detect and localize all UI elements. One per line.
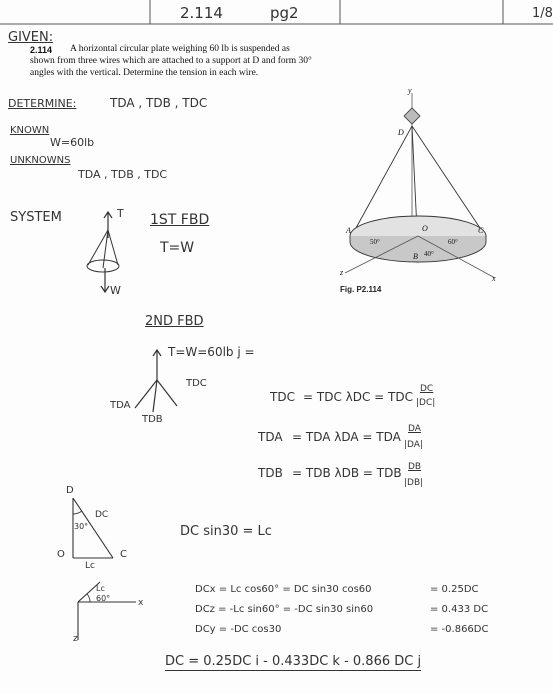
fig-label-b: B	[413, 252, 418, 261]
triangle-sketch	[55, 490, 175, 580]
unknowns-label: UNKNOWNS	[10, 155, 71, 166]
fig-label-z: z	[340, 268, 344, 277]
problem-ref: 2.114	[180, 4, 223, 22]
fbd2-tda: TDA	[110, 400, 131, 411]
vec-eq-dc-lhs: TDC	[270, 390, 295, 404]
system-w-label: W	[110, 284, 121, 297]
problem-number: 2.114	[30, 45, 53, 55]
fig-label-a: A	[346, 226, 351, 235]
fig-label-o: O	[422, 224, 428, 233]
fig-angle-a: 50°	[370, 238, 380, 246]
fig-label-d: D	[398, 128, 404, 137]
vec-eq-dc-den: |DC|	[416, 398, 436, 408]
page-ref: pg2	[270, 4, 299, 22]
component-z-right: = 0.433 DC	[430, 604, 489, 615]
fig-label-y: y	[408, 86, 412, 95]
figure-p2114	[330, 88, 530, 288]
tri-label-c: C	[120, 549, 127, 560]
sheet-number: 1/8	[532, 6, 553, 21]
component-y-right: = -0.866DC	[430, 624, 489, 635]
axes-label-lc: Lc	[96, 584, 105, 593]
component-z-left: DCz = -Lc sin60° = -DC sin30 sin60	[195, 604, 374, 615]
vec-eq-db-lhs: TDB	[258, 466, 283, 480]
axes-label-angle: 60°	[96, 594, 111, 603]
vec-eq-db-num: DB	[408, 462, 422, 472]
fig-angle-c: 60°	[448, 238, 458, 246]
determine-label: DETERMINE:	[8, 97, 77, 110]
vec-eq-db-den: |DB|	[404, 478, 424, 488]
known-text: W=60lb	[50, 136, 95, 149]
known-label: KNOWN	[10, 125, 50, 136]
vec-eq-da-mid: = TDA λDA = TDA	[292, 430, 401, 444]
problem-line-1: A horizontal circular plate weighing 60 lb is suspended as	[70, 44, 290, 54]
problem-line-2: shown from three wires which are attached to a support at D and form 30°	[30, 56, 312, 66]
axes-label-z: z	[73, 634, 78, 644]
tri-label-o: O	[57, 549, 65, 560]
given-label: GIVEN:	[8, 30, 54, 45]
determine-text: TDA , TDB , TDC	[110, 96, 208, 110]
fbd2-top-equation: T=W=60lb j =	[168, 345, 255, 359]
tri-label-lc: Lc	[85, 561, 95, 571]
final-equation: DC = 0.25DC i - 0.433DC k - 0.866 DC j	[165, 654, 422, 669]
vec-eq-dc-mid: = TDC λDC = TDC	[303, 390, 413, 404]
system-t-label: T	[117, 207, 124, 220]
figure-caption: Fig. P2.114	[340, 285, 382, 294]
fbd2-title: 2ND FBD	[145, 314, 204, 329]
fbd1-title: 1ST FBD	[150, 212, 210, 228]
vec-eq-db-mid: = TDB λDB = TDB	[292, 466, 402, 480]
tri-label-angle: 30°	[74, 522, 89, 531]
lc-equation: DC sin30 = Lc	[180, 524, 272, 539]
system-label: SYSTEM	[10, 210, 62, 225]
tri-label-d: D	[66, 485, 74, 496]
fbd2-tdb: TDB	[142, 414, 163, 425]
vec-eq-da-num: DA	[408, 424, 421, 434]
vec-eq-da-lhs: TDA	[258, 430, 283, 444]
problem-line-3: angles with the vertical. Determine the tension in each wire.	[30, 68, 259, 78]
vec-eq-da-den: |DA|	[404, 440, 423, 450]
fig-angle-b: 40°	[424, 250, 434, 258]
component-x-left: DCx = Lc cos60° = DC sin30 cos60	[195, 584, 372, 595]
fig-label-c: C	[478, 226, 484, 235]
component-y-left: DCy = -DC cos30	[195, 624, 282, 635]
component-x-right: = 0.25DC	[430, 584, 479, 595]
unknowns-text: TDA , TDB , TDC	[78, 168, 168, 181]
tri-label-dc: DC	[95, 510, 109, 520]
axes-label-x: x	[138, 598, 144, 608]
fbd1-equation: T=W	[160, 240, 195, 256]
fig-label-x: x	[492, 274, 496, 283]
fbd2-tdc: TDC	[186, 378, 207, 389]
vec-eq-dc-num: DC	[420, 384, 434, 394]
